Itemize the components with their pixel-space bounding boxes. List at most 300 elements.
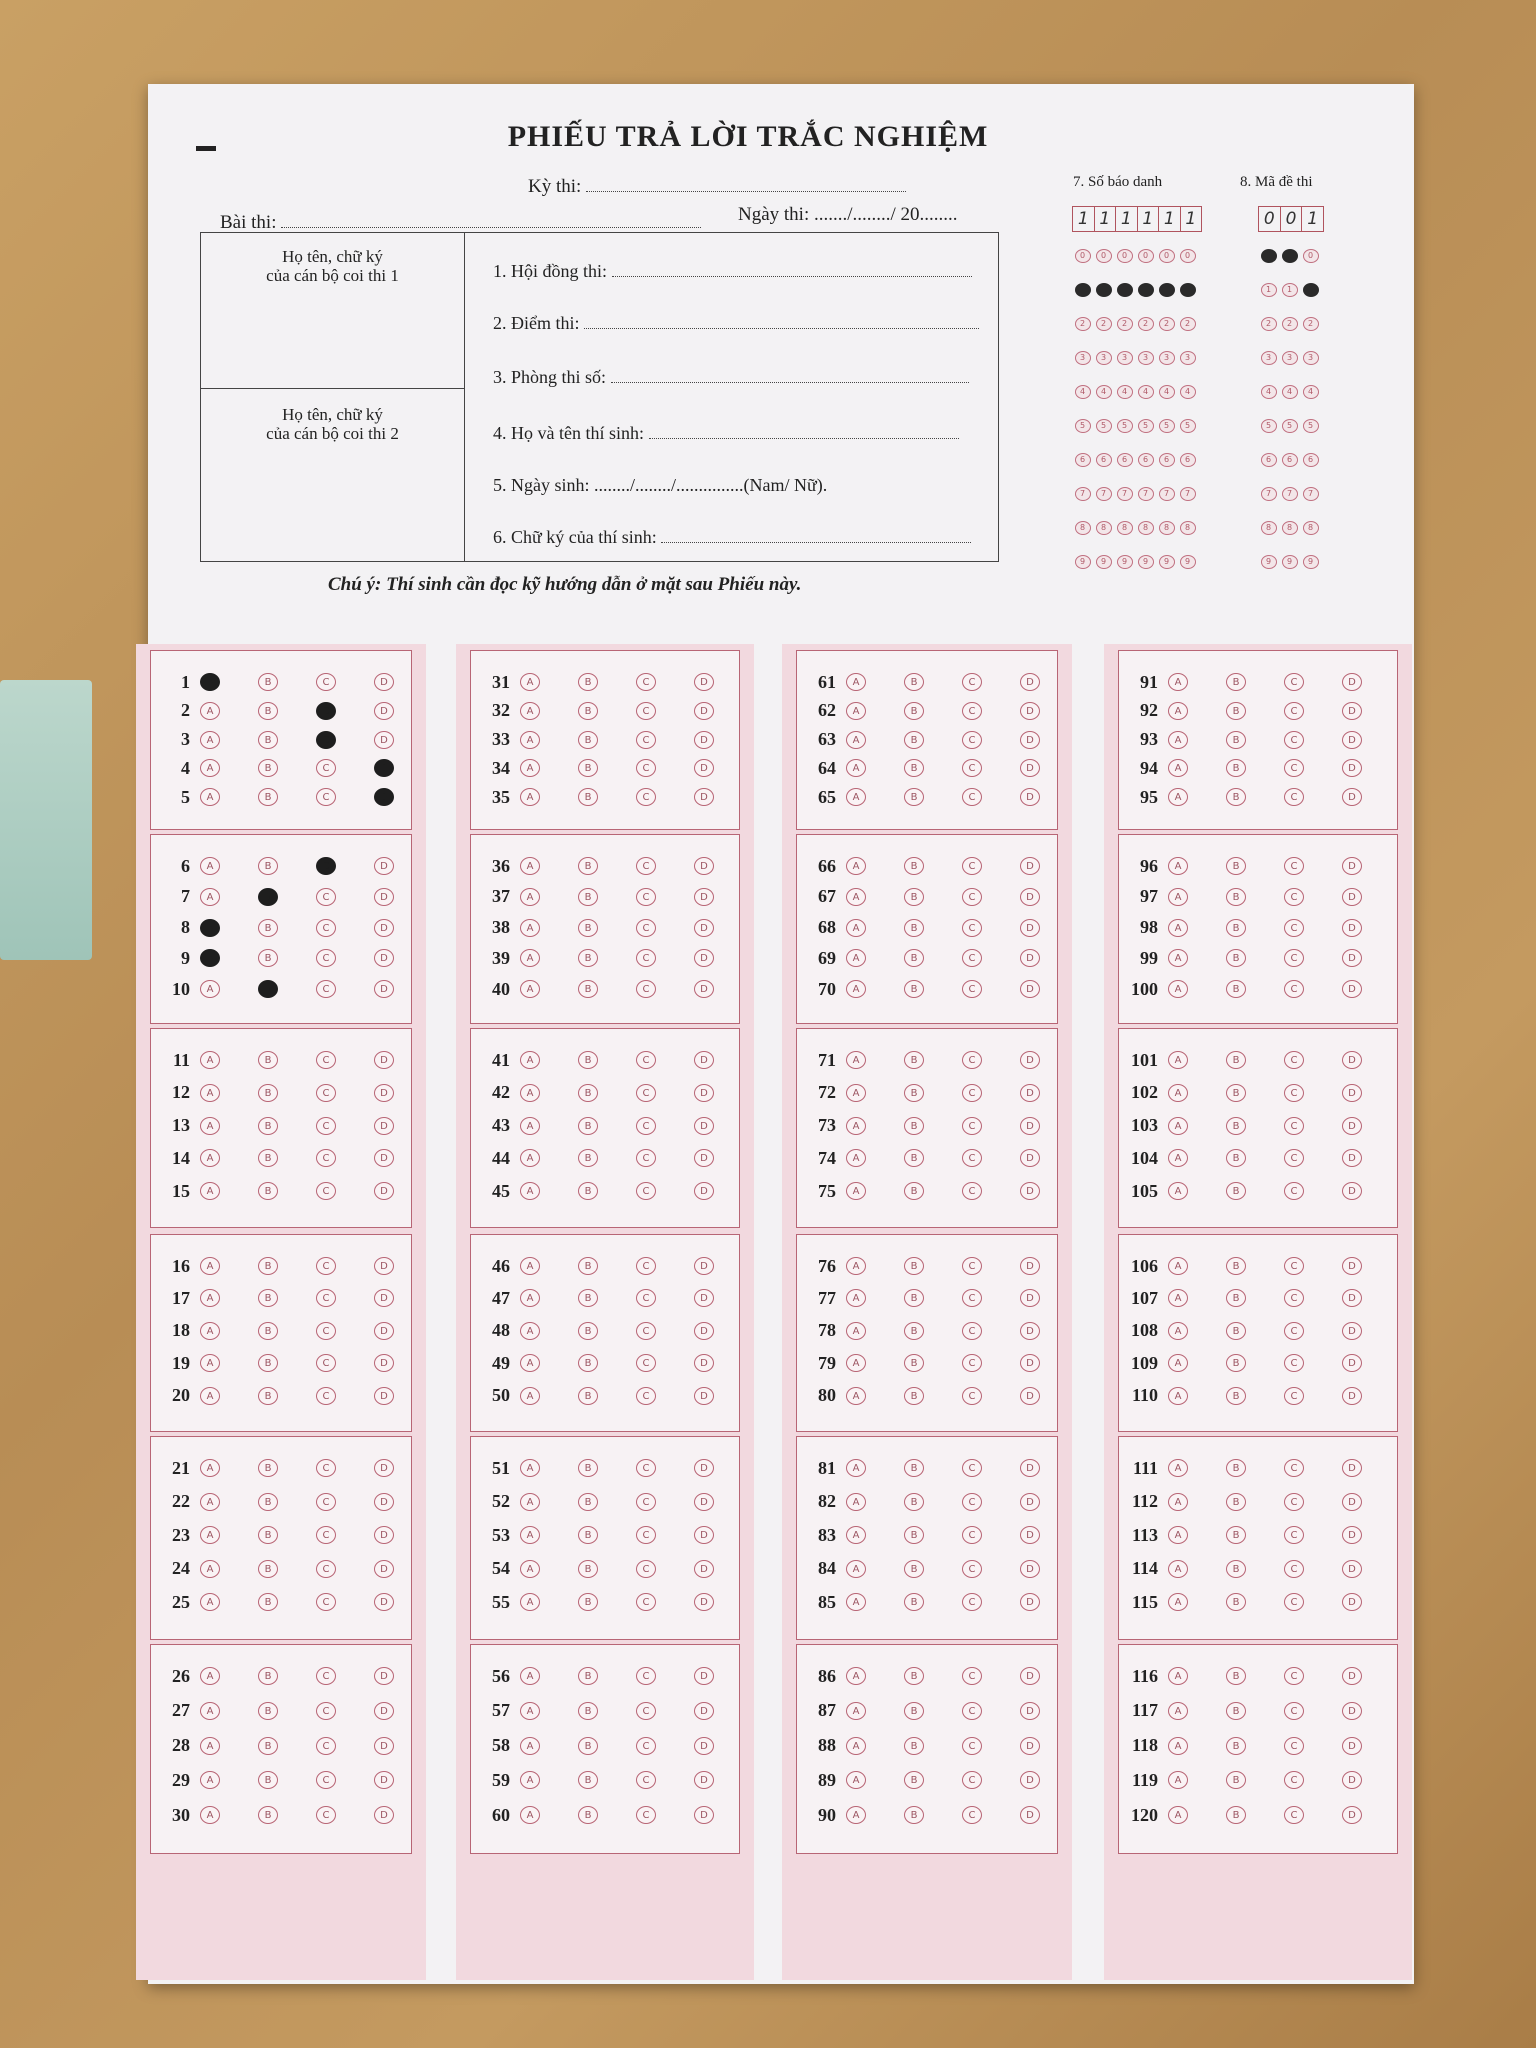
answer-bubble-c[interactable]: C (316, 1493, 336, 1511)
answer-bubble-d[interactable]: D (374, 1117, 394, 1135)
digit-bubble[interactable]: 2 (1075, 317, 1091, 331)
digit-bubble[interactable]: 7 (1261, 487, 1277, 501)
answer-bubble-a[interactable]: A (520, 1354, 540, 1372)
answer-bubble-b[interactable]: B (904, 1593, 924, 1611)
answer-bubble-c[interactable]: C (316, 1117, 336, 1135)
ky-thi-input[interactable] (586, 191, 906, 192)
digit-bubble[interactable]: 9 (1117, 555, 1133, 569)
answer-bubble-b[interactable]: B (258, 1182, 278, 1200)
digit-bubble[interactable]: 4 (1282, 385, 1298, 399)
answer-bubble-c[interactable]: C (636, 1387, 656, 1405)
answer-bubble-c[interactable]: C (962, 1387, 982, 1405)
digit-bubble[interactable]: 8 (1159, 521, 1175, 535)
answer-bubble-c[interactable]: C (1284, 1526, 1304, 1544)
answer-bubble-d[interactable]: D (1342, 949, 1362, 967)
answer-bubble-d[interactable]: D (1020, 1257, 1040, 1275)
answer-bubble-b[interactable]: B (258, 1459, 278, 1477)
answer-bubble-c[interactable]: C (316, 759, 336, 777)
digit-bubble[interactable]: 1 (1261, 283, 1277, 297)
answer-bubble-c[interactable]: C (1284, 759, 1304, 777)
answer-bubble-d[interactable]: D (1020, 1493, 1040, 1511)
answer-bubble-b[interactable]: B (258, 702, 278, 720)
answer-bubble-a[interactable]: A (1168, 1051, 1188, 1069)
answer-bubble-d[interactable]: D (374, 1051, 394, 1069)
answer-bubble-c[interactable]: C (316, 673, 336, 691)
answer-bubble-c[interactable]: C (316, 1806, 336, 1824)
digit-bubble[interactable]: 9 (1138, 555, 1154, 569)
digit-bubble[interactable]: 0 (1096, 249, 1112, 263)
digit-bubble[interactable]: 4 (1180, 385, 1196, 399)
answer-bubble-a[interactable]: A (1168, 1459, 1188, 1477)
answer-bubble-a[interactable]: A (200, 1737, 220, 1755)
answer-bubble-c[interactable]: C (636, 673, 656, 691)
answer-bubble-d[interactable]: D (374, 1459, 394, 1477)
answer-bubble-a[interactable]: A (846, 1387, 866, 1405)
answer-bubble-a[interactable]: A (200, 1149, 220, 1167)
answer-bubble-a[interactable]: A (1168, 888, 1188, 906)
answer-bubble-a[interactable]: A (846, 1806, 866, 1824)
answer-bubble-d[interactable]: D (694, 1387, 714, 1405)
answer-bubble-b[interactable]: B (258, 1560, 278, 1578)
answer-bubble-d[interactable]: D (694, 888, 714, 906)
answer-bubble-d[interactable]: D (1342, 980, 1362, 998)
digit-bubble[interactable]: 6 (1117, 453, 1133, 467)
answer-bubble-a[interactable]: A (846, 1737, 866, 1755)
answer-bubble-d[interactable]: D (694, 731, 714, 749)
answer-bubble-b[interactable]: B (258, 1117, 278, 1135)
answer-bubble-b[interactable]: B (904, 1117, 924, 1135)
answer-bubble-a[interactable]: A (846, 1051, 866, 1069)
ho-ten-field[interactable]: 4. Họ và tên thí sinh: (493, 423, 959, 444)
answer-bubble-b[interactable]: B (904, 1526, 924, 1544)
answer-bubble-a[interactable]: A (1168, 731, 1188, 749)
answer-bubble-a[interactable]: A (1168, 1354, 1188, 1372)
answer-bubble-c[interactable]: C (636, 1051, 656, 1069)
answer-bubble-d[interactable]: D (694, 1459, 714, 1477)
digit-bubble[interactable]: 5 (1282, 419, 1298, 433)
digit-bubble[interactable]: 9 (1303, 555, 1319, 569)
answer-bubble-a[interactable]: A (1168, 1526, 1188, 1544)
answer-bubble-d[interactable]: D (374, 1289, 394, 1307)
digit-bubble[interactable]: 7 (1117, 487, 1133, 501)
answer-bubble-c[interactable]: C (316, 1702, 336, 1720)
answer-bubble-d[interactable]: D (1020, 1737, 1040, 1755)
digit-bubble[interactable]: 4 (1303, 385, 1319, 399)
answer-bubble-b[interactable]: B (258, 1289, 278, 1307)
answer-bubble-d[interactable]: D (694, 759, 714, 777)
answer-bubble-d[interactable]: D (1342, 1560, 1362, 1578)
answer-bubble-b[interactable]: B (578, 1493, 598, 1511)
answer-bubble-c[interactable]: C (962, 1667, 982, 1685)
answer-bubble-b[interactable]: B (1226, 731, 1246, 749)
answer-bubble-a[interactable]: A (1168, 673, 1188, 691)
answer-bubble-c[interactable]: C (316, 1149, 336, 1167)
answer-bubble-c[interactable]: C (1284, 1560, 1304, 1578)
answer-bubble-a[interactable]: A (200, 1289, 220, 1307)
answer-bubble-c[interactable]: C (962, 1182, 982, 1200)
answer-bubble-a[interactable]: A (1168, 1771, 1188, 1789)
answer-bubble-b[interactable]: B (258, 1667, 278, 1685)
answer-bubble-b[interactable]: B (578, 1702, 598, 1720)
ma-de-handwritten[interactable] (1258, 206, 1324, 232)
answer-bubble-c[interactable]: C (316, 1593, 336, 1611)
answer-bubble-d[interactable]: D (1342, 759, 1362, 777)
answer-bubble-a[interactable]: A (200, 857, 220, 875)
answer-bubble-d[interactable]: D (694, 702, 714, 720)
answer-bubble-d[interactable]: D (694, 1493, 714, 1511)
digit-bubble[interactable]: 3 (1138, 351, 1154, 365)
answer-bubble-c[interactable]: C (962, 1459, 982, 1477)
answer-bubble-d[interactable]: D (694, 1354, 714, 1372)
answer-bubble-b[interactable]: B (578, 702, 598, 720)
answer-bubble-c[interactable]: C (962, 888, 982, 906)
answer-bubble-d[interactable]: D (694, 1117, 714, 1135)
answer-bubble-c[interactable]: C (962, 1289, 982, 1307)
digit-bubble[interactable]: 1 (1303, 283, 1319, 297)
answer-bubble-b[interactable]: B (904, 1667, 924, 1685)
answer-bubble-a[interactable]: A (520, 1117, 540, 1135)
answer-bubble-d[interactable]: D (1020, 1526, 1040, 1544)
chu-ky-field[interactable]: 6. Chữ ký của thí sinh: (493, 527, 971, 548)
answer-bubble-c[interactable]: C (636, 919, 656, 937)
answer-bubble-d[interactable]: D (1020, 857, 1040, 875)
answer-bubble-d[interactable]: D (1020, 1806, 1040, 1824)
answer-bubble-c[interactable]: C (316, 1667, 336, 1685)
answer-bubble-a[interactable]: A (520, 1737, 540, 1755)
answer-bubble-a[interactable]: A (200, 673, 220, 691)
answer-bubble-c[interactable]: C (962, 1117, 982, 1135)
answer-bubble-d[interactable]: D (694, 1149, 714, 1167)
answer-bubble-c[interactable]: C (316, 1459, 336, 1477)
answer-bubble-b[interactable]: B (578, 1737, 598, 1755)
answer-bubble-c[interactable]: C (1284, 1084, 1304, 1102)
answer-bubble-d[interactable]: D (1342, 1806, 1362, 1824)
answer-bubble-d[interactable]: D (1020, 1354, 1040, 1372)
answer-bubble-c[interactable]: C (1284, 1493, 1304, 1511)
answer-bubble-d[interactable]: D (374, 1387, 394, 1405)
answer-bubble-a[interactable]: A (846, 1771, 866, 1789)
answer-bubble-d[interactable]: D (374, 980, 394, 998)
answer-bubble-c[interactable]: C (316, 888, 336, 906)
answer-bubble-d[interactable]: D (1020, 731, 1040, 749)
answer-bubble-b[interactable]: B (1226, 1459, 1246, 1477)
answer-bubble-b[interactable]: B (578, 1084, 598, 1102)
answer-bubble-c[interactable]: C (1284, 1257, 1304, 1275)
digit-bubble[interactable]: 6 (1282, 453, 1298, 467)
answer-bubble-b[interactable]: B (904, 888, 924, 906)
answer-bubble-d[interactable]: D (374, 1322, 394, 1340)
answer-bubble-d[interactable]: D (694, 857, 714, 875)
answer-bubble-d[interactable]: D (694, 1526, 714, 1544)
answer-bubble-b[interactable]: B (258, 980, 278, 998)
answer-bubble-c[interactable]: C (1284, 1051, 1304, 1069)
answer-bubble-a[interactable]: A (520, 888, 540, 906)
answer-bubble-d[interactable]: D (1342, 1459, 1362, 1477)
answer-bubble-d[interactable]: D (694, 1560, 714, 1578)
answer-bubble-d[interactable]: D (694, 1084, 714, 1102)
answer-bubble-d[interactable]: D (1342, 1117, 1362, 1135)
answer-bubble-d[interactable]: D (1020, 1117, 1040, 1135)
answer-bubble-d[interactable]: D (1342, 1182, 1362, 1200)
answer-bubble-a[interactable]: A (1168, 759, 1188, 777)
answer-bubble-c[interactable]: C (316, 1051, 336, 1069)
digit-bubble[interactable]: 8 (1282, 521, 1298, 535)
digit-bubble[interactable]: 4 (1117, 385, 1133, 399)
answer-bubble-c[interactable]: C (962, 1526, 982, 1544)
ngay-thi-field[interactable]: Ngày thi: ......./......../ 20........ (738, 204, 958, 225)
answer-bubble-d[interactable]: D (1020, 1593, 1040, 1611)
answer-bubble-b[interactable]: B (1226, 1051, 1246, 1069)
digit-bubble[interactable]: 5 (1075, 419, 1091, 433)
answer-bubble-a[interactable]: A (1168, 1149, 1188, 1167)
digit-bubble[interactable]: 3 (1303, 351, 1319, 365)
digit-bubble[interactable]: 2 (1138, 317, 1154, 331)
answer-bubble-b[interactable]: B (1226, 1526, 1246, 1544)
answer-bubble-b[interactable]: B (258, 1493, 278, 1511)
answer-bubble-a[interactable]: A (846, 1702, 866, 1720)
answer-bubble-a[interactable]: A (846, 731, 866, 749)
answer-bubble-c[interactable]: C (636, 1322, 656, 1340)
answer-bubble-c[interactable]: C (1284, 1702, 1304, 1720)
answer-bubble-c[interactable]: C (316, 1322, 336, 1340)
answer-bubble-b[interactable]: B (1226, 1493, 1246, 1511)
answer-bubble-d[interactable]: D (1342, 1257, 1362, 1275)
answer-bubble-c[interactable]: C (316, 1560, 336, 1578)
answer-bubble-b[interactable]: B (904, 1149, 924, 1167)
answer-bubble-d[interactable]: D (1342, 919, 1362, 937)
answer-bubble-b[interactable]: B (578, 1526, 598, 1544)
answer-bubble-a[interactable]: A (520, 788, 540, 806)
answer-bubble-a[interactable]: A (200, 788, 220, 806)
answer-bubble-a[interactable]: A (520, 1182, 540, 1200)
answer-bubble-c[interactable]: C (1284, 1117, 1304, 1135)
answer-bubble-b[interactable]: B (578, 1182, 598, 1200)
answer-bubble-a[interactable]: A (846, 857, 866, 875)
digit-bubble[interactable]: 2 (1282, 317, 1298, 331)
answer-bubble-d[interactable]: D (1020, 759, 1040, 777)
digit-bubble[interactable]: 6 (1075, 453, 1091, 467)
answer-bubble-b[interactable]: B (904, 702, 924, 720)
digit-bubble[interactable]: 2 (1159, 317, 1175, 331)
answer-bubble-a[interactable]: A (200, 1322, 220, 1340)
answer-bubble-b[interactable]: B (904, 1257, 924, 1275)
answer-bubble-a[interactable]: A (846, 1560, 866, 1578)
answer-bubble-a[interactable]: A (200, 702, 220, 720)
answer-bubble-b[interactable]: B (904, 1354, 924, 1372)
answer-bubble-a[interactable]: A (846, 1182, 866, 1200)
answer-bubble-b[interactable]: B (1226, 1560, 1246, 1578)
digit-bubble[interactable]: 6 (1159, 453, 1175, 467)
answer-bubble-b[interactable]: B (1226, 1667, 1246, 1685)
answer-bubble-d[interactable]: D (1342, 1322, 1362, 1340)
answer-bubble-d[interactable]: D (1020, 1289, 1040, 1307)
answer-bubble-c[interactable]: C (962, 673, 982, 691)
answer-bubble-b[interactable]: B (258, 1387, 278, 1405)
answer-bubble-d[interactable]: D (374, 1526, 394, 1544)
answer-bubble-a[interactable]: A (520, 1289, 540, 1307)
answer-bubble-b[interactable]: B (904, 949, 924, 967)
answer-bubble-d[interactable]: D (374, 759, 394, 777)
answer-bubble-a[interactable]: A (200, 1526, 220, 1544)
answer-bubble-c[interactable]: C (316, 919, 336, 937)
answer-bubble-c[interactable]: C (1284, 888, 1304, 906)
answer-bubble-d[interactable]: D (694, 1702, 714, 1720)
answer-bubble-b[interactable]: B (1226, 1806, 1246, 1824)
answer-bubble-d[interactable]: D (694, 1257, 714, 1275)
answer-bubble-d[interactable]: D (694, 1051, 714, 1069)
answer-bubble-b[interactable]: B (578, 1149, 598, 1167)
answer-bubble-c[interactable]: C (316, 1182, 336, 1200)
answer-bubble-d[interactable]: D (694, 1771, 714, 1789)
answer-bubble-d[interactable]: D (1342, 1737, 1362, 1755)
answer-bubble-a[interactable]: A (520, 1493, 540, 1511)
answer-bubble-b[interactable]: B (1226, 1593, 1246, 1611)
digit-bubble[interactable]: 7 (1303, 487, 1319, 501)
answer-bubble-a[interactable]: A (200, 949, 220, 967)
answer-bubble-d[interactable]: D (694, 1667, 714, 1685)
answer-bubble-d[interactable]: D (1020, 919, 1040, 937)
answer-bubble-c[interactable]: C (636, 788, 656, 806)
answer-bubble-a[interactable]: A (200, 1182, 220, 1200)
answer-bubble-c[interactable]: C (962, 949, 982, 967)
answer-bubble-c[interactable]: C (636, 1182, 656, 1200)
answer-bubble-d[interactable]: D (374, 1667, 394, 1685)
answer-bubble-d[interactable]: D (1020, 1051, 1040, 1069)
answer-bubble-d[interactable]: D (1020, 673, 1040, 691)
answer-bubble-a[interactable]: A (846, 1149, 866, 1167)
answer-bubble-d[interactable]: D (694, 919, 714, 937)
answer-bubble-d[interactable]: D (1342, 1526, 1362, 1544)
digit-bubble[interactable]: 5 (1117, 419, 1133, 433)
answer-bubble-d[interactable]: D (1020, 949, 1040, 967)
answer-bubble-c[interactable]: C (636, 1593, 656, 1611)
answer-bubble-d[interactable]: D (1342, 702, 1362, 720)
digit-bubble[interactable]: 1 (1180, 283, 1196, 297)
answer-bubble-d[interactable]: D (1342, 857, 1362, 875)
answer-bubble-c[interactable]: C (316, 1257, 336, 1275)
digit-bubble[interactable]: 8 (1303, 521, 1319, 535)
digit-bubble[interactable]: 6 (1261, 453, 1277, 467)
digit-bubble[interactable]: 3 (1282, 351, 1298, 365)
answer-bubble-c[interactable]: C (1284, 1737, 1304, 1755)
answer-bubble-c[interactable]: C (962, 1084, 982, 1102)
digit-bubble[interactable]: 5 (1261, 419, 1277, 433)
answer-bubble-c[interactable]: C (1284, 673, 1304, 691)
answer-bubble-c[interactable]: C (316, 1737, 336, 1755)
answer-bubble-c[interactable]: C (636, 1257, 656, 1275)
answer-bubble-b[interactable]: B (578, 788, 598, 806)
answer-bubble-b[interactable]: B (258, 1702, 278, 1720)
answer-bubble-c[interactable]: C (1284, 702, 1304, 720)
digit-bubble[interactable]: 9 (1096, 555, 1112, 569)
answer-bubble-c[interactable]: C (316, 788, 336, 806)
answer-bubble-b[interactable]: B (578, 1560, 598, 1578)
answer-bubble-b[interactable]: B (904, 980, 924, 998)
answer-bubble-a[interactable]: A (846, 1257, 866, 1275)
answer-bubble-b[interactable]: B (578, 1459, 598, 1477)
answer-bubble-b[interactable]: B (1226, 788, 1246, 806)
answer-bubble-d[interactable]: D (1020, 702, 1040, 720)
answer-bubble-a[interactable]: A (520, 731, 540, 749)
digit-bubble[interactable]: 4 (1159, 385, 1175, 399)
answer-bubble-a[interactable]: A (846, 1117, 866, 1135)
answer-bubble-b[interactable]: B (258, 1737, 278, 1755)
answer-bubble-a[interactable]: A (200, 888, 220, 906)
answer-bubble-a[interactable]: A (200, 1084, 220, 1102)
digit-bubble[interactable]: 1 (1159, 283, 1175, 297)
answer-bubble-b[interactable]: B (1226, 1289, 1246, 1307)
answer-bubble-c[interactable]: C (1284, 1806, 1304, 1824)
answer-bubble-a[interactable]: A (520, 673, 540, 691)
answer-bubble-b[interactable]: B (1226, 949, 1246, 967)
answer-bubble-a[interactable]: A (200, 1387, 220, 1405)
answer-bubble-c[interactable]: C (962, 1560, 982, 1578)
answer-bubble-b[interactable]: B (578, 980, 598, 998)
answer-bubble-d[interactable]: D (374, 1702, 394, 1720)
answer-bubble-d[interactable]: D (1342, 1493, 1362, 1511)
answer-bubble-d[interactable]: D (694, 673, 714, 691)
answer-bubble-b[interactable]: B (904, 1771, 924, 1789)
answer-bubble-c[interactable]: C (316, 949, 336, 967)
digit-bubble[interactable]: 7 (1096, 487, 1112, 501)
answer-bubble-b[interactable]: B (578, 888, 598, 906)
answer-bubble-b[interactable]: B (578, 731, 598, 749)
answer-bubble-a[interactable]: A (846, 1526, 866, 1544)
answer-bubble-b[interactable]: B (258, 888, 278, 906)
answer-bubble-b[interactable]: B (258, 731, 278, 749)
answer-bubble-a[interactable]: A (520, 980, 540, 998)
answer-bubble-b[interactable]: B (258, 1593, 278, 1611)
answer-bubble-c[interactable]: C (636, 1560, 656, 1578)
answer-bubble-c[interactable]: C (962, 702, 982, 720)
answer-bubble-c[interactable]: C (636, 1667, 656, 1685)
answer-bubble-c[interactable]: C (316, 857, 336, 875)
answer-bubble-b[interactable]: B (1226, 1354, 1246, 1372)
answer-bubble-a[interactable]: A (1168, 1117, 1188, 1135)
answer-bubble-b[interactable]: B (1226, 857, 1246, 875)
answer-bubble-c[interactable]: C (1284, 857, 1304, 875)
answer-bubble-c[interactable]: C (636, 949, 656, 967)
answer-bubble-d[interactable]: D (374, 1560, 394, 1578)
answer-bubble-c[interactable]: C (1284, 1149, 1304, 1167)
answer-bubble-c[interactable]: C (962, 1149, 982, 1167)
answer-bubble-d[interactable]: D (1020, 1560, 1040, 1578)
digit-bubble[interactable]: 7 (1159, 487, 1175, 501)
answer-bubble-c[interactable]: C (1284, 1771, 1304, 1789)
digit-bubble[interactable]: 3 (1075, 351, 1091, 365)
digit-bubble[interactable]: 4 (1075, 385, 1091, 399)
answer-bubble-b[interactable]: B (904, 759, 924, 777)
answer-bubble-d[interactable]: D (1342, 1667, 1362, 1685)
digit-bubble[interactable]: 5 (1303, 419, 1319, 433)
answer-bubble-c[interactable]: C (316, 1771, 336, 1789)
answer-bubble-b[interactable]: B (258, 673, 278, 691)
answer-bubble-c[interactable]: C (636, 980, 656, 998)
answer-bubble-b[interactable]: B (258, 919, 278, 937)
digit-bubble[interactable]: 1 (1096, 283, 1112, 297)
answer-bubble-c[interactable]: C (1284, 788, 1304, 806)
digit-bubble[interactable]: 6 (1138, 453, 1154, 467)
digit-bubble[interactable]: 5 (1159, 419, 1175, 433)
answer-bubble-c[interactable]: C (636, 1149, 656, 1167)
answer-bubble-d[interactable]: D (1342, 1702, 1362, 1720)
digit-bubble[interactable]: 0 (1117, 249, 1133, 263)
answer-bubble-a[interactable]: A (520, 1257, 540, 1275)
answer-bubble-a[interactable]: A (846, 919, 866, 937)
answer-bubble-d[interactable]: D (374, 731, 394, 749)
answer-bubble-d[interactable]: D (1020, 980, 1040, 998)
answer-bubble-a[interactable]: A (520, 1149, 540, 1167)
